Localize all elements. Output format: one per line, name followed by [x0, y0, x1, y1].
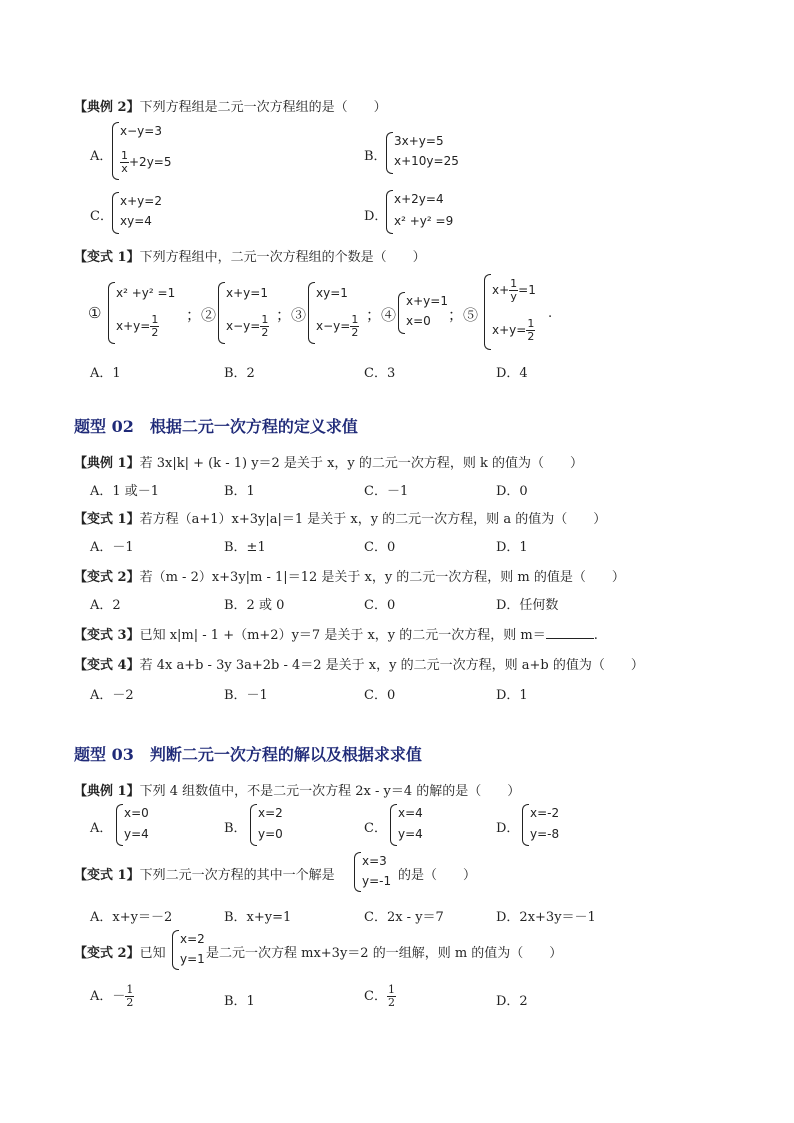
circled-4: ；④	[366, 306, 397, 324]
s2v4-option-c: C．0	[364, 688, 396, 703]
section-02-title: 题型 02 根据二元一次方程的定义求值	[74, 417, 358, 436]
s3v1-option-c: C．2x - y＝7	[364, 910, 444, 925]
s3v2-option-d: D．2	[496, 994, 528, 1009]
system-2: x+y=1 x−y= $\frac{1}{2}$	[218, 282, 288, 344]
s3-example-1: 【典例 1】下列 4 组数值中，不是二元一次方程 2x - y＝4 的解的是（ ）	[74, 784, 521, 799]
s2-variant-2: 【变式 2】若（m - 2）x+3y|m - 1|＝12 是关于 x，y 的二元一次方程，则 m 的值是（ ）	[74, 570, 625, 585]
system-3: xy=1 x−y= $\frac{1}{2}$	[308, 282, 378, 344]
s2v2-option-a: A．2	[90, 598, 121, 613]
s3v1-option-d: D．2x+3y＝－1	[496, 910, 596, 925]
ex2-option-a-system: x−y=3 $\frac{1}{x}$ +2y=5	[112, 122, 192, 180]
s2ex1-option-b: B．1	[224, 484, 255, 499]
s2v2-option-d: D．任何数	[496, 598, 559, 613]
brace	[112, 122, 119, 180]
s2v4-option-d: D．1	[496, 688, 528, 703]
s2v1-option-b: B．±1	[224, 540, 266, 555]
s2-variant-3: 【变式 3】已知 x|m| - 1 +（m+2）y＝7 是关于 x，y 的二元一次方程，则 m＝ .	[74, 628, 598, 643]
s3v1-system: x=3 y=-1	[354, 852, 400, 892]
question-tag: 【典例 2】	[74, 100, 140, 115]
circled-1: ①	[88, 304, 102, 322]
s3-variant-1: 【变式 1】下列二元一次方程的其中一个解是	[74, 868, 335, 883]
s2-example-1: 【典例 1】若 3x|k| + (k - 1) y＝2 是关于 x，y 的二元一次方程，则 k 的值为（ ）	[74, 456, 584, 471]
s3v2-system: x=2 y=1	[172, 930, 212, 970]
var1-question: 【变式 1】下列方程组中，二元一次方程组的个数是（ ）	[74, 250, 426, 265]
s3-variant-2: 【变式 2】已知	[74, 946, 166, 961]
s2ex1-option-c: C．－1	[364, 484, 409, 499]
s2v4-option-b: B．－1	[224, 688, 268, 703]
s2v2-option-b: B．2 或 0	[224, 598, 285, 613]
answer-blank[interactable]	[546, 638, 594, 639]
ex2-option-c-label: C．	[90, 209, 113, 224]
circled-2: ；②	[186, 306, 217, 324]
s2v4-option-a: A．－2	[90, 688, 134, 703]
s2ex1-option-a: A．1 或－1	[90, 484, 160, 499]
s3v2-option-b: B．1	[224, 994, 255, 1009]
page: 【典例 2】下列方程组是二元一次方程组的是（ ） A． x−y=3 $\frac{1}{x}$ +2y=5 B． 3x+y=5 x+10y=25 C． x+y=2 xy=4 D． x+2y=4 x² +y² =9 【变式 1】下列方程组中，二元一次方程组的个数是（ ） ① x² +y² =1 x+y= $\frac{1}{2}$ ；② x+y=1 x−y= $\frac{1}{2}$ ；③ xy=1 x−y= $\frac{1}{2}$ ；④ x+y=1 x=0 ；⑤ x+ $\frac{1}{y}$ =1 x+y= $\frac{1}{2}$ . A．1 B．2 C．3 D．4 题型 02 根据二元一次方程的定义求值 【典例 1】若 3x|k| + (k - 1) y＝2 是关于 x，y 的二元一次方程，则 k 的值为（ ） A．1 或－1 B．1 C．－1 D．0 【变式 1】若方程（a+1）x+3y|a|＝1 是关于 x，y 的二元一次方程，则 a 的值为（ ） A．－1 B．±1 C．0 D．1 【变式 2】若（m - 2）x+3y|m - 1|＝12 是关于 x，y 的二元一次方程，则 m 的值是（ ） A．2 B．2 或 0 C．0 D．任何数 【变式 3】已知 x|m| - 1 +（m+2）y＝7 是关于 x，y 的二元一次方程，则 m＝ . 【变式 4】若 4x a+b - 3y 3a+2b - 4＝2 是关于 x，y 的二元一次方程，则 a+b 的值为（ ） A．－2 B．－1 C．0 D．1 题型 03 判断二元一次方程的解以及根据求求值 【典例 1】下列 4 组数值中，不是二元一次方程 2x - y＝4 的解的是（ ） A． x=0 y=4 B． x=2 y=0 C． x=4 y=4 D． x=-2 y=-8 【变式 1】下列二元一次方程的其中一个解是 x=3 y=-1 的是（ ） A．x+y＝－2 B．x+y=1 C．2x - y＝7 D．2x+3y＝－1 【变式 2】已知 x=2 y=1 是二元一次方程 mx+3y＝2 的一组解，则 m 的值为（ ） A．－ $\frac{1}{2}$ B．1 C． $\frac{1}{2}$ D．2	[0, 0, 794, 1123]
s3v1-option-b: B．x+y=1	[224, 910, 292, 925]
ex2-question: 【典例 2】下列方程组是二元一次方程组的是（ ）	[74, 100, 387, 115]
s2-variant-4: 【变式 4】若 4x a+b - 3y 3a+2b - 4＝2 是关于 x，y 的二元一次方程，则 a+b 的值为（ ）	[74, 658, 644, 673]
s2v2-option-c: C．0	[364, 598, 396, 613]
ex2-option-d-label: D．	[364, 209, 388, 224]
system-1: x² +y² =1 x+y= $\frac{1}{2}$	[108, 282, 188, 344]
s2ex1-option-d: D．0	[496, 484, 528, 499]
system-4: x+y=1 x=0	[398, 292, 458, 334]
s3ex1-option-a-system: x=0 y=4	[116, 804, 176, 846]
section-03-title: 题型 03 判断二元一次方程的解以及根据求求值	[74, 745, 422, 764]
ex2-option-c-system: x+y=2 xy=4	[112, 192, 192, 234]
s3ex1-option-c-system: x=4 y=4	[390, 804, 450, 846]
ex2-option-b-label: B．	[364, 149, 387, 164]
s3v2-option-c: C． $\frac{1}{2}$	[364, 983, 395, 1009]
ex2-option-d-system: x+2y=4 x² +y² =9	[386, 190, 476, 234]
s3ex1-option-b-system: x=2 y=0	[250, 804, 310, 846]
circled-3: ；③	[276, 306, 307, 324]
system-5: x+ $\frac{1}{y}$ =1 x+y= $\frac{1}{2}$	[484, 274, 550, 350]
ex2-option-b-system: 3x+y=5 x+10y=25	[386, 132, 476, 174]
s3v2-option-a: A．－ $\frac{1}{2}$	[90, 983, 134, 1009]
s2v1-option-a: A．－1	[90, 540, 134, 555]
var1-option-d: D．4	[496, 366, 528, 381]
circled-5: ；⑤	[448, 306, 479, 324]
s2v1-option-c: C．0	[364, 540, 396, 555]
s3ex1-option-d-system: x=-2 y=-8	[522, 804, 582, 846]
var1-option-a: A．1	[90, 366, 121, 381]
var1-option-c: C．3	[364, 366, 396, 381]
var1-option-b: B．2	[224, 366, 255, 381]
s3v1-option-a: A．x+y＝－2	[90, 910, 173, 925]
s2-variant-1: 【变式 1】若方程（a+1）x+3y|a|＝1 是关于 x，y 的二元一次方程，则 a 的值为（ ）	[74, 512, 607, 527]
ex2-option-a-label: A．	[90, 149, 113, 164]
s2v1-option-d: D．1	[496, 540, 528, 555]
